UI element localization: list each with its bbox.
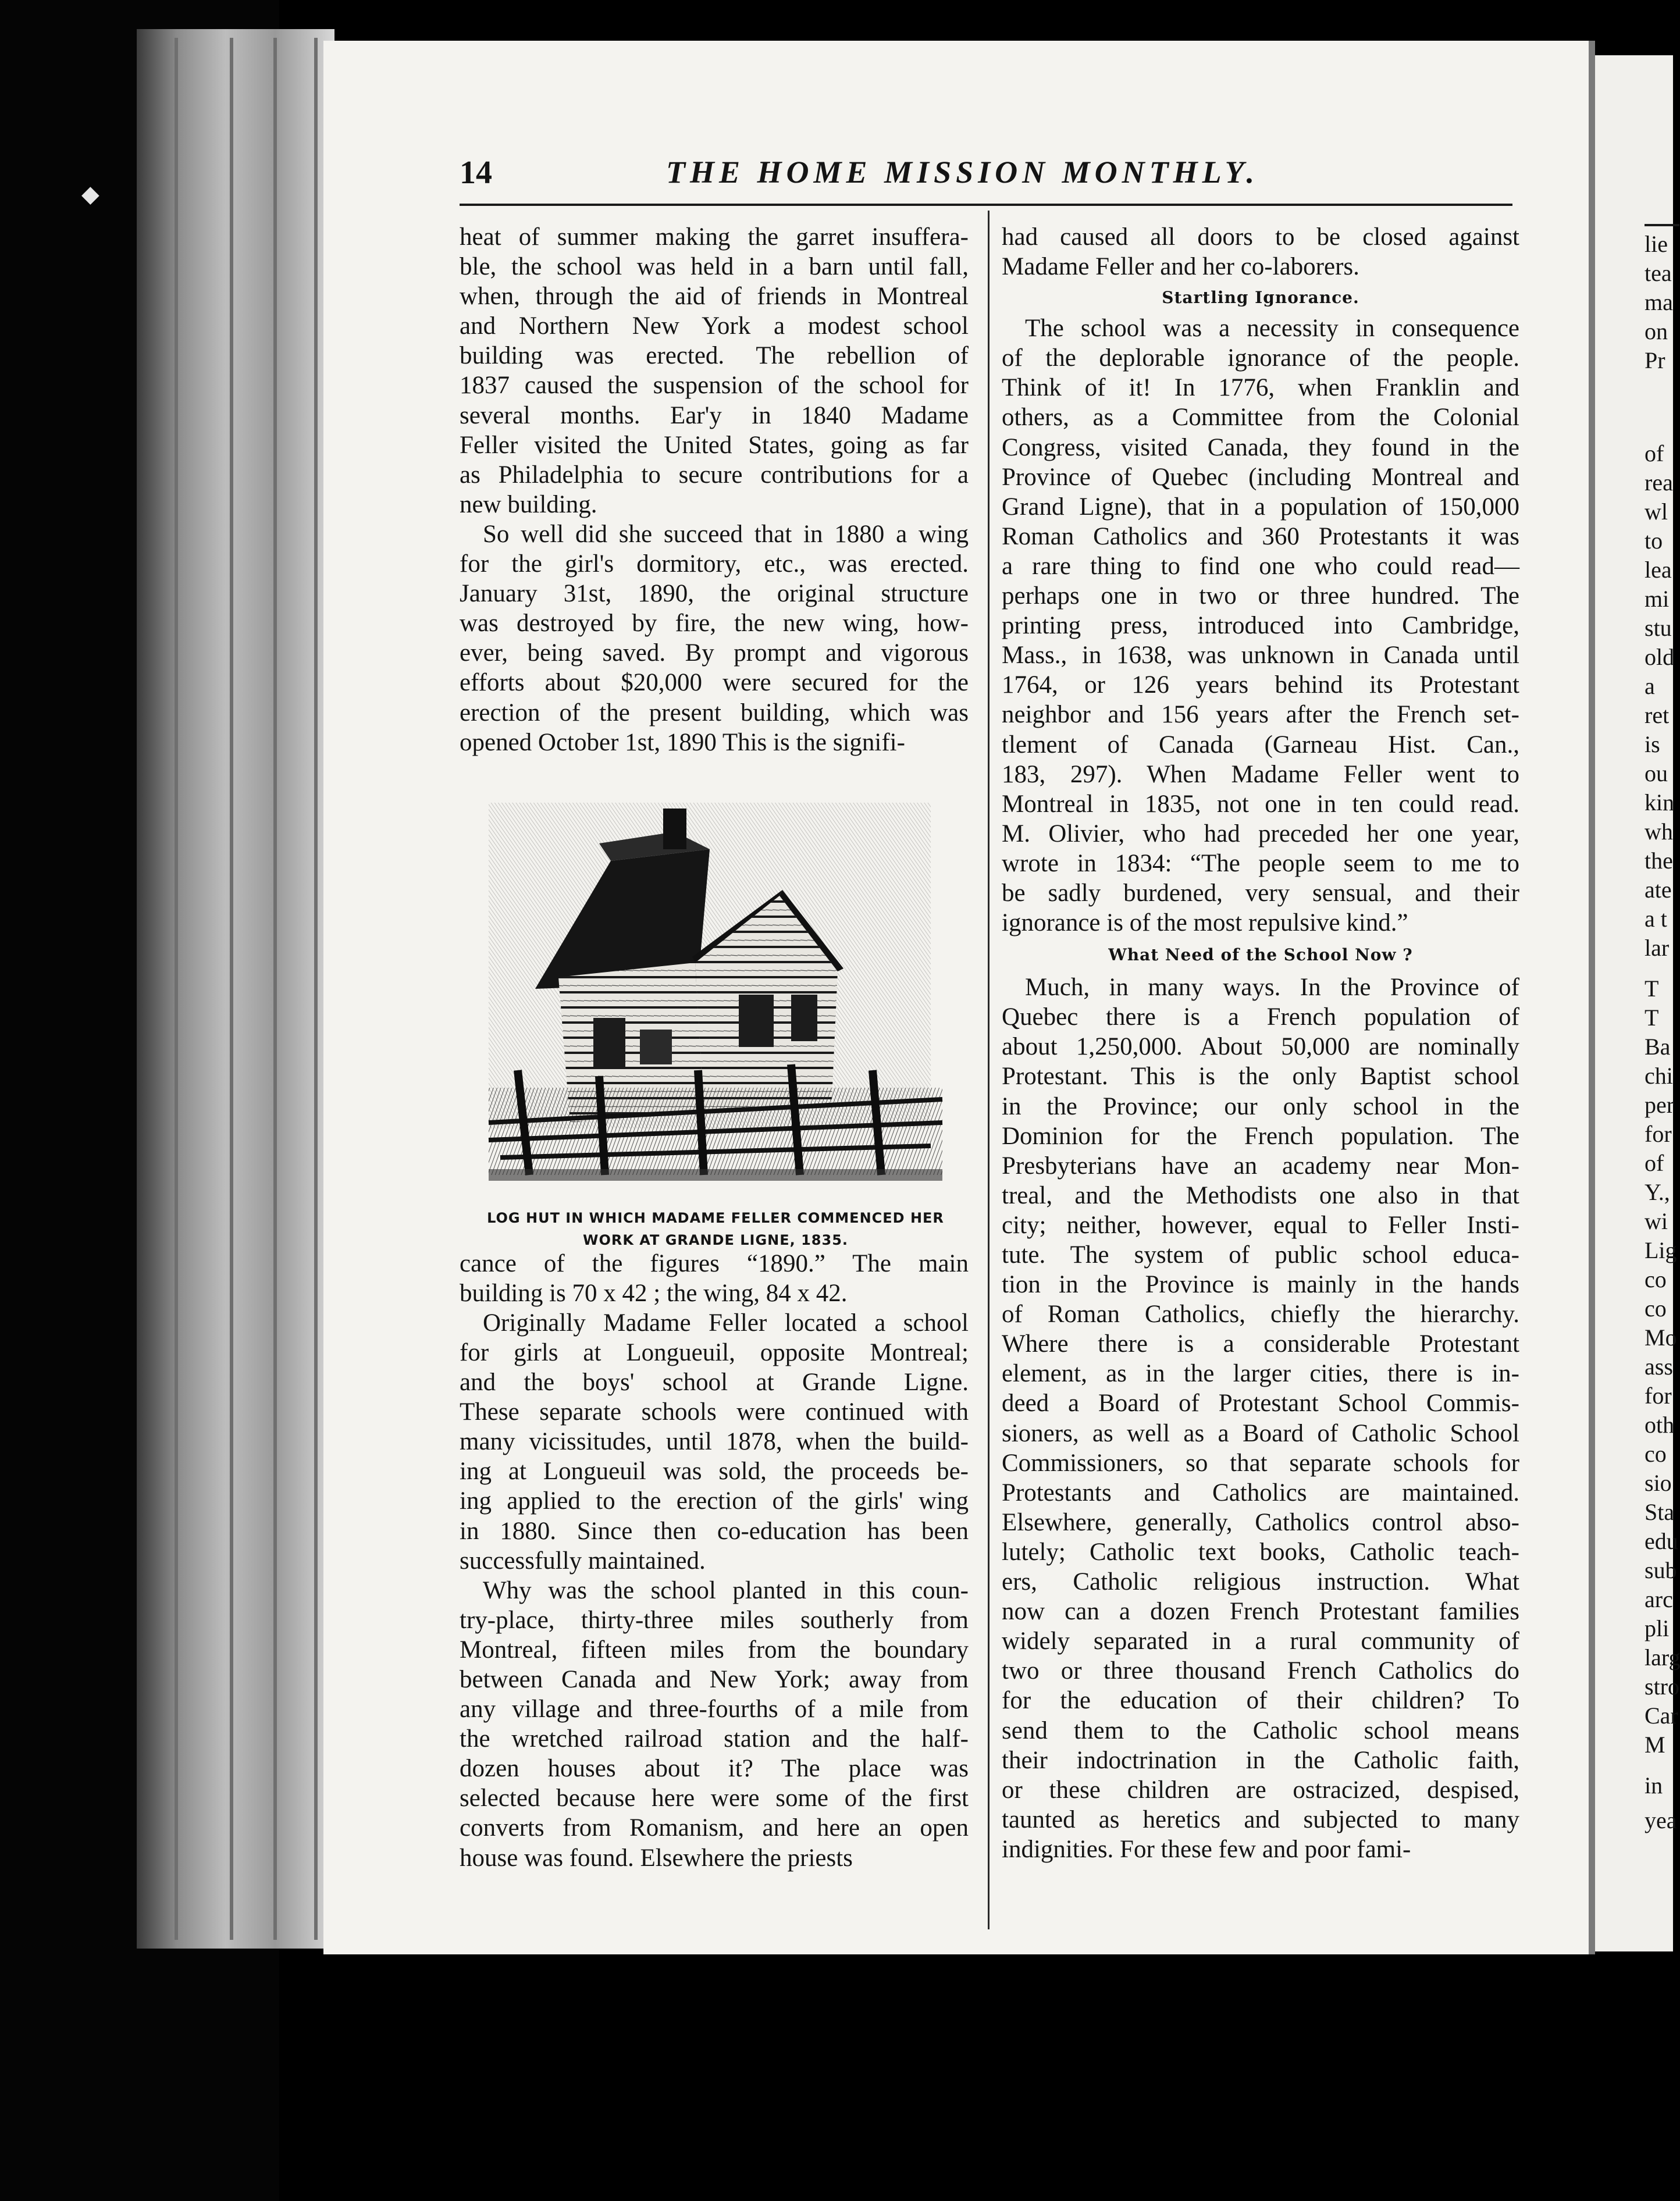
adjacent-page-text-fragment: of bbox=[1645, 1150, 1664, 1176]
text-line: and Northern New York a modest school bbox=[460, 312, 969, 340]
text-line: indignities. For these few and poor fami- bbox=[1002, 1835, 1411, 1863]
text-line: now can a dozen French Protestant families bbox=[1002, 1598, 1519, 1626]
adjacent-page-text-fragment: wh bbox=[1645, 818, 1673, 845]
text-line: Grand Ligne), that in a population of 150,000 bbox=[1002, 493, 1519, 521]
section-heading: What Need of the School Now ? bbox=[1108, 945, 1413, 965]
adjacent-page-text-fragment: edu bbox=[1645, 1528, 1678, 1554]
text-line: their indoctrination in the Catholic faith, bbox=[1002, 1746, 1519, 1774]
text-line: in the Province; our only school in the bbox=[1002, 1092, 1519, 1120]
text-line: heat of summer making the garret insufferа- bbox=[460, 223, 969, 251]
text-line: converts from Romanism, and here an open bbox=[460, 1814, 969, 1842]
adjacent-page-text-fragment: a t bbox=[1645, 906, 1667, 932]
adjacent-page-text-fragment: co bbox=[1645, 1266, 1667, 1292]
text-line: perhaps one in two or three hundred. The bbox=[1002, 582, 1519, 610]
text-line: deed a Board of Protestant School Commis- bbox=[1002, 1390, 1519, 1418]
paragraph bbox=[1002, 314, 1519, 938]
adjacent-page-text-fragment: mi bbox=[1645, 586, 1670, 612]
adjacent-page-text-fragment: oth bbox=[1645, 1412, 1675, 1438]
text-line: and the boys' school at Grande Ligne. bbox=[460, 1369, 969, 1397]
text-line: 1764, or 126 years behind its Protestant bbox=[1002, 671, 1519, 699]
text-line: selected because here were some of the first bbox=[460, 1785, 969, 1812]
text-line: tute. The system of public school educa- bbox=[1002, 1241, 1519, 1269]
text-line: a rare thing to find one who could read— bbox=[1002, 552, 1519, 580]
text-line: 1837 caused the suspension of the school for bbox=[460, 372, 969, 400]
text-line: ble, the school was held in a barn until fall, bbox=[460, 253, 969, 281]
text-line: Madame Feller and her co-laborers. bbox=[1002, 253, 1359, 281]
adjacent-page-text-fragment: sio bbox=[1645, 1470, 1672, 1496]
text-line: Protestant. This is the only Baptist school bbox=[1002, 1063, 1519, 1091]
adjacent-page-text-fragment: for bbox=[1645, 1121, 1672, 1147]
right-column bbox=[1002, 222, 1519, 1864]
adjacent-page-text-fragment: wl bbox=[1645, 498, 1668, 525]
text-line: Feller visited the United States, going as far bbox=[460, 431, 969, 459]
text-line: of the deplorable ignorance of the people. bbox=[1002, 344, 1519, 372]
adjacent-page-text-fragment: in bbox=[1645, 1772, 1663, 1798]
adjacent-page-text-fragment: wi bbox=[1645, 1208, 1668, 1234]
text-line: many vicissitudes, until 1878, when the build- bbox=[460, 1428, 969, 1456]
text-line: The school was a necessity in consequence bbox=[1025, 315, 1519, 343]
adjacent-page-text-fragment: tea bbox=[1645, 260, 1672, 286]
text-line: or these children are ostracized, despised, bbox=[1002, 1776, 1519, 1804]
text-line: new building. bbox=[460, 490, 597, 518]
page-gutter bbox=[1589, 41, 1595, 1954]
text-line: Quebec there is a French population of bbox=[1002, 1003, 1519, 1031]
text-line: taunted as heretics and subjected to many bbox=[1002, 1805, 1519, 1833]
adjacent-page-text-fragment: arc bbox=[1645, 1586, 1673, 1612]
text-line: erection of the present building, which was bbox=[460, 699, 969, 726]
adjacent-page-text-fragment: a bbox=[1645, 673, 1655, 699]
log-hut-illustration bbox=[465, 797, 954, 1181]
page-edge-line bbox=[230, 38, 233, 1940]
text-line: printing press, introduced into Cambridge, bbox=[1002, 612, 1519, 640]
text-line: ers, Catholic religious instruction. What bbox=[1002, 1568, 1519, 1596]
adjacent-page-text-fragment: is bbox=[1645, 731, 1660, 757]
adjacent-page-text-fragment: Car bbox=[1645, 1703, 1678, 1729]
adjacent-page-text-fragment: rea bbox=[1645, 469, 1673, 496]
text-line: tlement of Canada (Garneau Hist. Can., bbox=[1002, 731, 1519, 758]
text-line: efforts about $20,000 were secured for the bbox=[460, 669, 969, 697]
text-line: element, as in the larger cities, there is in- bbox=[1002, 1360, 1519, 1388]
adjacent-page-text-fragment: T bbox=[1645, 975, 1659, 1002]
adjacent-page-text-fragment: old bbox=[1645, 644, 1675, 670]
adjacent-page-text-fragment: ret bbox=[1645, 702, 1670, 728]
text-line: neighbor and 156 years after the French set- bbox=[1002, 701, 1519, 729]
adjacent-page-text-fragment: stu bbox=[1645, 615, 1672, 641]
text-line: about 1,250,000. About 50,000 are nominally bbox=[1002, 1033, 1519, 1061]
text-line: sioners, as well as a Board of Catholic School bbox=[1002, 1419, 1519, 1447]
text-line: tion in the Province is mainly in the hands bbox=[1002, 1271, 1519, 1299]
text-line: between Canada and New York; away from bbox=[460, 1666, 969, 1693]
adjacent-page-text-fragment: kin bbox=[1645, 789, 1675, 815]
adjacent-page-text-fragment: ou bbox=[1645, 760, 1668, 786]
text-line: building was erected. The rebellion of bbox=[460, 342, 969, 370]
text-line: M. Olivier, who had preceded her one year, bbox=[1002, 820, 1519, 847]
text-line: Dominion for the French population. The bbox=[1002, 1122, 1519, 1150]
text-line: So well did she succeed that in 1880 a wing bbox=[483, 520, 969, 548]
adjacent-page-text-fragment: pli bbox=[1645, 1615, 1670, 1641]
page-number: 14 bbox=[460, 155, 492, 191]
text-line: Mass., in 1638, was unknown in Canada until bbox=[1002, 642, 1519, 669]
text-line: building is 70 x 42 ; the wing, 84 x 42. bbox=[460, 1279, 848, 1307]
text-line: was destroyed by fire, the new wing, how- bbox=[460, 610, 969, 637]
caption-line: WORK AT GRANDE LIGNE, 1835. bbox=[582, 1232, 849, 1248]
text-line: of Roman Catholics, chiefly the hierarchy. bbox=[1002, 1301, 1519, 1329]
text-line: Congress, visited Canada, they found in the bbox=[1002, 433, 1519, 461]
scan-speck: ◆ bbox=[81, 181, 99, 207]
text-line: the wretched railroad station and the half- bbox=[460, 1725, 969, 1753]
text-line: Protestants and Catholics are maintained. bbox=[1002, 1479, 1519, 1506]
text-line: when, through the aid of friends in Montreal bbox=[460, 283, 969, 311]
adjacent-page-text-fragment: Ba bbox=[1645, 1034, 1671, 1060]
text-line: successfully maintained. bbox=[460, 1547, 706, 1575]
adjacent-page-text-fragment: of bbox=[1645, 440, 1664, 466]
text-line: Commissioners, so that separate schools for bbox=[1002, 1449, 1519, 1477]
text-line: These separate schools were continued with bbox=[460, 1398, 969, 1426]
text-line: be sadly burdened, very sensual, and their bbox=[1002, 879, 1519, 907]
text-line: ing applied to the erection of the girls' wing bbox=[460, 1487, 969, 1515]
adjacent-page-text-fragment: co bbox=[1645, 1441, 1667, 1467]
log-hut-engraving bbox=[465, 797, 954, 1181]
paragraph bbox=[460, 1308, 969, 1576]
adjacent-page-text-fragment: ate bbox=[1645, 877, 1672, 903]
paragraph bbox=[460, 222, 969, 519]
adjacent-page-text-fragment: T bbox=[1645, 1005, 1659, 1031]
text-line: dozen houses about it? The place was bbox=[460, 1755, 969, 1783]
paragraph bbox=[1002, 973, 1519, 1864]
adjacent-page-text-fragment: larg bbox=[1645, 1644, 1680, 1671]
text-line: had caused all doors to be closed against bbox=[1002, 223, 1519, 251]
page-header bbox=[460, 154, 1291, 195]
text-line: cance of the figures “1890.” The main bbox=[460, 1249, 969, 1277]
text-line: house was found. Elsewhere the priests bbox=[460, 1844, 853, 1872]
adjacent-page-text-fragment: on bbox=[1645, 318, 1668, 344]
section-heading: Startling Ignorance. bbox=[1162, 288, 1359, 308]
text-line: ignorance is of the most repulsive kind.” bbox=[1002, 909, 1408, 937]
text-line: city; neither, however, equal to Feller Insti- bbox=[1002, 1211, 1519, 1239]
adjacent-page-text-fragment: Lig bbox=[1645, 1237, 1677, 1263]
adjacent-page-text-fragment: chi bbox=[1645, 1063, 1673, 1089]
text-line: for girls at Longueuil, opposite Montreal; bbox=[460, 1338, 969, 1366]
header-rule bbox=[460, 204, 1512, 206]
adjacent-page-text-fragment: the bbox=[1645, 847, 1673, 874]
adjacent-page-text-fragment: ma bbox=[1645, 289, 1673, 315]
text-line: Roman Catholics and 360 Protestants it was bbox=[1002, 522, 1519, 550]
adjacent-page-text-fragment: to bbox=[1645, 528, 1663, 554]
text-line: Presbyterians have an academy near Mon- bbox=[1002, 1152, 1519, 1180]
adjacent-page-text-fragment: Pr bbox=[1645, 347, 1665, 373]
adjacent-page-text-fragment: for bbox=[1645, 1383, 1672, 1409]
text-line: ing at Longueuil was sold, the proceeds be- bbox=[460, 1458, 969, 1486]
adjacent-page-text-fragment: stro bbox=[1645, 1673, 1679, 1700]
text-line: ever, being saved. By prompt and vigorous bbox=[460, 639, 969, 667]
text-line: Originally Madame Feller located a school bbox=[483, 1309, 969, 1337]
adjacent-page-text-fragment: co bbox=[1645, 1295, 1667, 1322]
text-line: wrote in 1834: “The people seem to me to bbox=[1002, 849, 1519, 877]
paragraph bbox=[1002, 222, 1519, 282]
text-line: Much, in many ways. In the Province of bbox=[1025, 974, 1519, 1002]
text-line: any village and three-fourths of a mile from bbox=[460, 1696, 969, 1723]
figure-caption bbox=[460, 1207, 971, 1251]
adjacent-page-text-fragment: lea bbox=[1645, 557, 1672, 583]
caption-line: LOG HUT IN WHICH MADAME FELLER COMMENCED HER bbox=[487, 1210, 944, 1226]
text-line: treal, and the Methodists one also in that bbox=[1002, 1181, 1519, 1209]
text-line: several months. Ear'y in 1840 Madame bbox=[460, 401, 969, 429]
text-line: for the girl's dormitory, etc., was erected. bbox=[460, 550, 969, 578]
paragraph bbox=[460, 1249, 969, 1308]
text-line: 183, 297). When Madame Feller went to bbox=[1002, 760, 1519, 788]
text-line: opened October 1st, 1890 This is the signifi- bbox=[460, 728, 905, 756]
adjacent-page-text-fragment: Mo bbox=[1645, 1324, 1677, 1351]
paragraph bbox=[460, 519, 969, 757]
text-line: Montreal in 1835, not one in ten could read. bbox=[1002, 790, 1519, 818]
page-edge-line bbox=[175, 38, 178, 1940]
text-line: two or three thousand French Catholics do bbox=[1002, 1657, 1519, 1685]
adjacent-page-text-fragment: lar bbox=[1645, 935, 1670, 961]
book-page-edges bbox=[137, 29, 334, 1949]
text-line: Province of Quebec (including Montreal and bbox=[1002, 463, 1519, 491]
text-line: Elsewhere, generally, Catholics control abso- bbox=[1002, 1508, 1519, 1536]
text-line: for the education of their children? To bbox=[1002, 1687, 1519, 1715]
text-line: Think of it! In 1776, when Franklin and bbox=[1002, 374, 1519, 402]
journal-title: THE HOME MISSION MONTHLY. bbox=[666, 155, 1259, 190]
adjacent-page-text-fragment: lie bbox=[1645, 231, 1668, 257]
adjacent-page-text-fragment: M bbox=[1645, 1732, 1665, 1758]
text-line: as Philadelphia to secure contributions for a bbox=[460, 461, 969, 489]
text-line: send them to the Catholic school means bbox=[1002, 1716, 1519, 1744]
adjacent-page-text-fragment: Y., bbox=[1645, 1179, 1670, 1205]
adjacent-page-text-fragment: Sta bbox=[1645, 1499, 1675, 1525]
adjacent-page-text-fragment: per bbox=[1645, 1092, 1675, 1118]
text-line: Montreal, fifteen miles from the boundary bbox=[460, 1636, 969, 1664]
adjacent-page-text-fragment: ass bbox=[1645, 1354, 1673, 1380]
adjacent-page-rule bbox=[1645, 224, 1679, 226]
adjacent-page-text-fragment: yea bbox=[1645, 1807, 1677, 1833]
adjacent-page-fragment bbox=[1595, 55, 1680, 1951]
paragraph bbox=[460, 1576, 969, 1873]
column-divider bbox=[988, 211, 990, 1929]
adjacent-page-text-fragment: sub bbox=[1645, 1557, 1677, 1583]
text-line: widely separated in a rural community of bbox=[1002, 1627, 1519, 1655]
page-edge-line bbox=[273, 38, 277, 1940]
text-line: in 1880. Since then co-education has been bbox=[460, 1517, 969, 1545]
text-line: try-place, thirty-three miles southerly from bbox=[460, 1606, 969, 1634]
page-edge-line bbox=[314, 38, 318, 1940]
text-line: January 31st, 1890, the original structure bbox=[460, 580, 969, 608]
text-line: others, as a Committee from the Colonial bbox=[1002, 404, 1519, 432]
text-line: Where there is a considerable Protestant bbox=[1002, 1330, 1519, 1358]
text-line: lutely; Catholic text books, Catholic teach- bbox=[1002, 1538, 1519, 1566]
text-line: Why was the school planted in this coun- bbox=[483, 1576, 969, 1604]
